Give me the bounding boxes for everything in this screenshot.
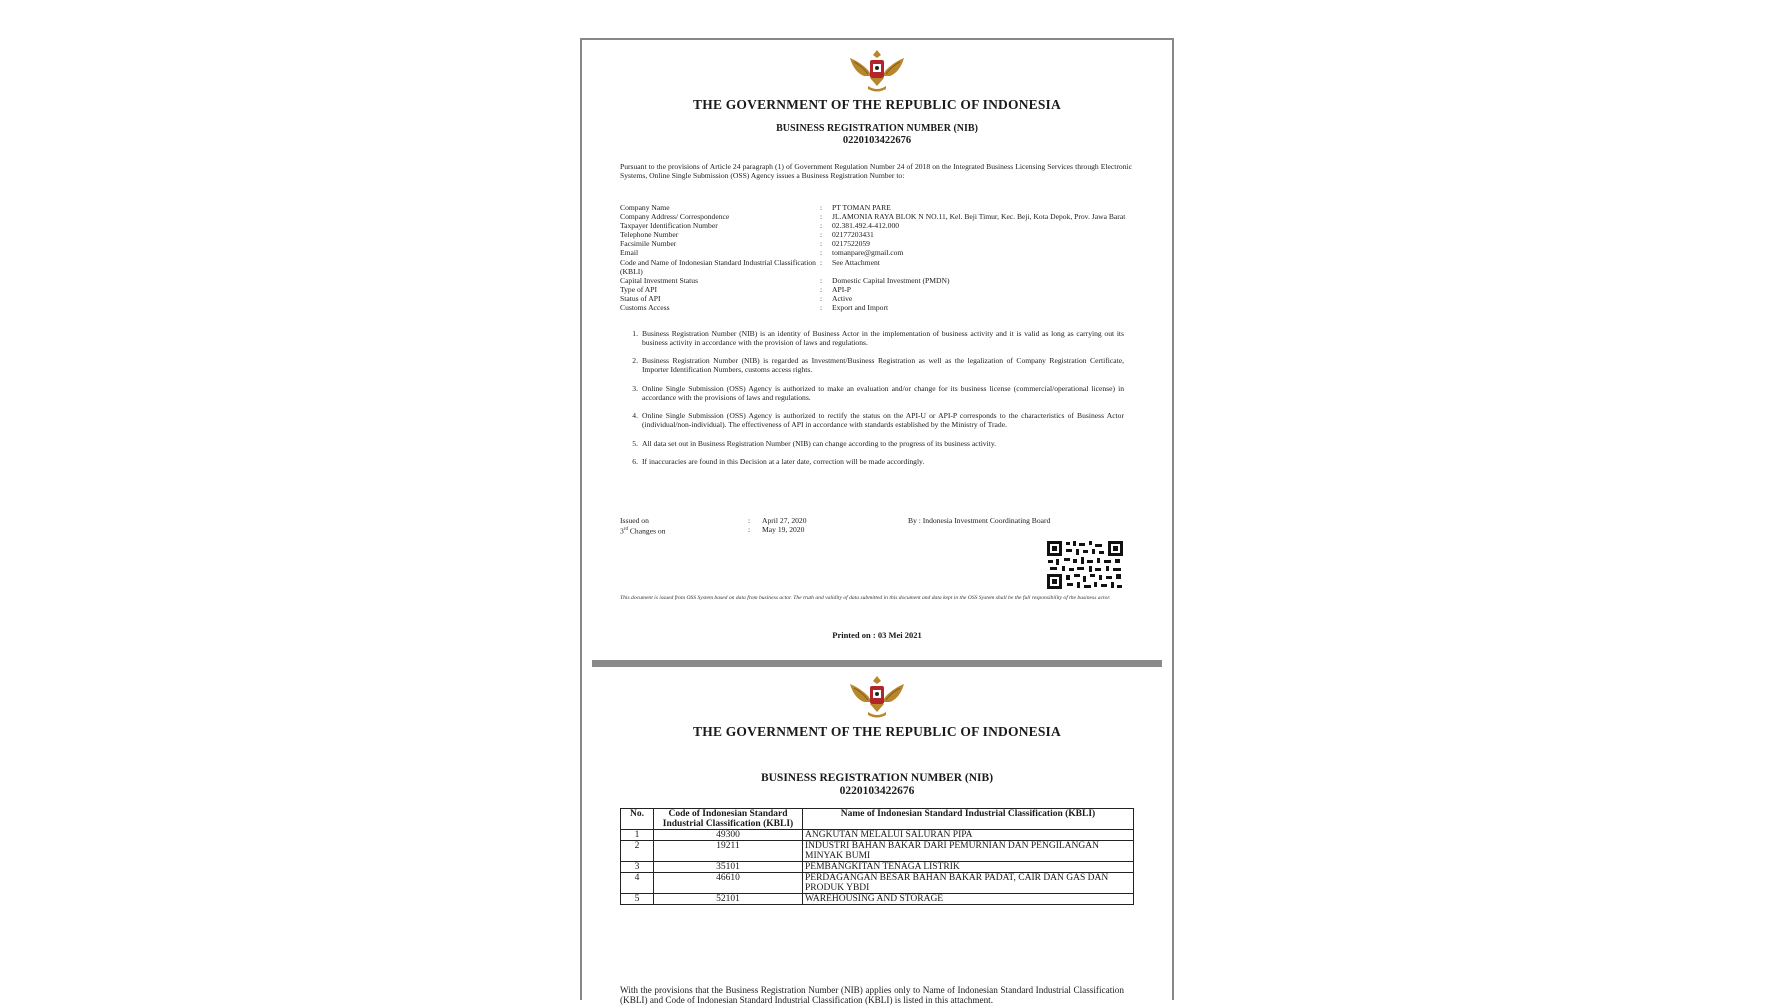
qr-code-icon [1046,540,1124,590]
field-value: See Attachment [832,257,880,267]
list-item: 6. If inaccuracies are found in this Decision at a later date, correction will be made accordingly. [632,457,925,467]
field-value: tomanpare@gmail.com [832,248,904,258]
list-item: 1. Business Registration Number (NIB) is an identity of Business Actor in the implementation of business activity and it is valid as long as carrying out its business activity in accordance with the provision of laws and regulations. [632,329,1124,347]
field-row: Email : tomanpare@gmail.com [620,248,1136,257]
field-value: 02.381.492.4-412.000 [832,221,900,231]
field-label: Company Name [620,203,670,212]
field-value: Domestic Capital Investment (PMDN) [832,275,950,285]
garuda-emblem-icon [846,46,908,94]
col-header-name: Name of Indonesian Standard Industrial Classification (KBLI) [803,809,1134,830]
field-label: Type of API [620,284,658,294]
field-value: API-P [832,284,851,294]
field-value: 0217522059 [832,239,870,249]
table-header-row [621,809,1134,830]
list-item: 2. Business Registration Number (NIB) is regarded as Investment/Business Registration as well as the legalization of Company Registration Certificate, Importer Identification Numbers, customs access rights. [632,356,1124,375]
field-value: JL.AMONIA RAYA BLOK N NO.11, Kel. Beji Timur, Kec. Beji, Kota Depok, Prov. Jawa Barat [832,212,1126,222]
table-row: 1 49300 ANGKUTAN MELALUI SALURAN PIPA [621,830,1134,841]
field-row: Status of API : Active [620,294,1136,303]
field-row: Capital Investment Status : Domestic Capital Investment (PMDN) [620,276,1136,285]
field-value: Active [832,293,853,303]
field-label: Capital Investment Status [620,275,699,285]
field-row: Code and Name of Indonesian Standard Industrial Classification (KBLI) : See Attachment [620,258,1136,276]
nib-title: BUSINESS REGISTRATION NUMBER (NIB) [776,123,978,134]
field-value: 02177203431 [832,230,874,240]
government-title: THE GOVERNMENT OF THE REPUBLIC OF INDONESIA [693,724,1061,739]
list-item: 3. Online Single Submission (OSS) Agency is authorized to make an evaluation and/or change for its business license (commercial/operational license) in accordance with the provisions of laws and regulations. [632,383,1124,402]
field-label: Email [620,248,639,258]
field-label: Taxpayer Identification Number [620,221,718,231]
field-label: Telephone Number [620,230,679,240]
disclaimer: This document is issued from OSS System based on data from business actor. The truth and validity of data submitted in this document and data kept in the OSS System shall be the full responsibility of the business actor. [620,595,1111,601]
field-row: Facsimile Number : 0217522059 [620,239,1136,248]
field-row: Telephone Number : 02177203431 [620,230,1136,239]
company-fields [620,203,1136,312]
nib-title: BUSINESS REGISTRATION NUMBER (NIB) [760,772,994,784]
field-label: Company Address/ Correspondence [620,212,730,222]
issuer: By : Indonesia Investment Coordinating Board [908,516,1051,525]
table-row: 5 52101 WAREHOUSING AND STORAGE [621,894,1134,905]
field-value: Export and Import [832,303,889,313]
nib-certificate-page [582,40,1172,660]
attachment-footer: With the provisions that the Business Registration Number (NIB) applies only to Name of Indonesian Standard Industrial Classification (KBLI) and Code of Indonesian Standard Industrial Classification (KBLI) is listed in this attachment. [620,985,1124,1005]
document-viewer [580,38,1174,1005]
table-row: 4 46610 PERDAGANGAN BESAR BAHAN BAKAR PADAT, CAIR DAN GAS DAN PRODUK YBDI [621,873,1134,894]
changes-date: May 19, 2020 [762,525,805,534]
issued-label: Issued on [620,516,649,525]
provisions-list [622,330,1124,477]
government-title: THE GOVERNMENT OF THE REPUBLIC OF INDONESIA [693,97,1061,112]
changes-label: 3rd Changes on [620,526,666,536]
table-row: 2 19211 INDUSTRI BAHAN BAKAR DARI PEMURNIAN DAN PENGILANGAN MINYAK BUMI [621,841,1134,862]
nib-number: 0220103422676 [839,785,915,797]
table-row: 3 35101 PEMBANGKITAN TENAGA LISTRIK [621,862,1134,873]
field-label: Code and Name of Indonesian Standard Industrial Classification (KBLI) [620,257,816,276]
issue-info: Issued on : April 27, 2020 3rd Changes on : May 19, 2020 By : Indonesia Investment Coordinating Board [620,516,1051,536]
field-label: Status of API [620,293,661,303]
list-item: 5. All data set out in Business Registration Number (NIB) can change according to the progress of its business activity. [632,438,997,448]
kbli-attachment-page [582,668,1172,1005]
col-header-no: No. [621,809,654,830]
field-row: Company Name : PT TOMAN PARE [620,203,1136,212]
field-label: Facsimile Number [620,239,677,249]
garuda-emblem-icon [846,672,908,720]
col-header-code: Code of Indonesian Standard Industrial Classification (KBLI) [654,809,803,830]
nib-number: 0220103422676 [842,135,912,146]
page-separator [592,660,1162,667]
field-row: Type of API : API-P [620,285,1136,294]
field-row: Customs Access : Export and Import [620,303,1136,312]
list-item: 4. Online Single Submission (OSS) Agency is authorized to rectify the status on the API-U or API-P corresponds to the characteristics of Business Actor (individual/non-individual). The effectiveness of API in accordance with standards established by the Ministry of Trade. [632,411,1124,429]
field-row: Taxpayer Identification Number : 02.381.492.4-412.000 [620,221,1136,230]
field-row: Company Address/ Correspondence : JL.AMONIA RAYA BLOK N NO.11, Kel. Beji Timur, Kec. Beji, Kota Depok, Prov. Jawa Barat [620,212,1136,221]
kbli-table [620,808,1134,905]
printed-date: Printed on : 03 Mei 2021 [832,630,922,640]
issued-date: April 27, 2020 [762,516,807,525]
intro-paragraph: Pursuant to the provisions of Article 24 paragraph (1) of Government Regulation Number 24 of 2018 on the Integrated Business Licensing Services through Electronic Systems, Online Single Submission (OSS) Agency issues a Business Registration Number to: [620,162,1132,180]
field-label: Customs Access [620,303,670,313]
field-value: PT TOMAN PARE [832,203,891,212]
